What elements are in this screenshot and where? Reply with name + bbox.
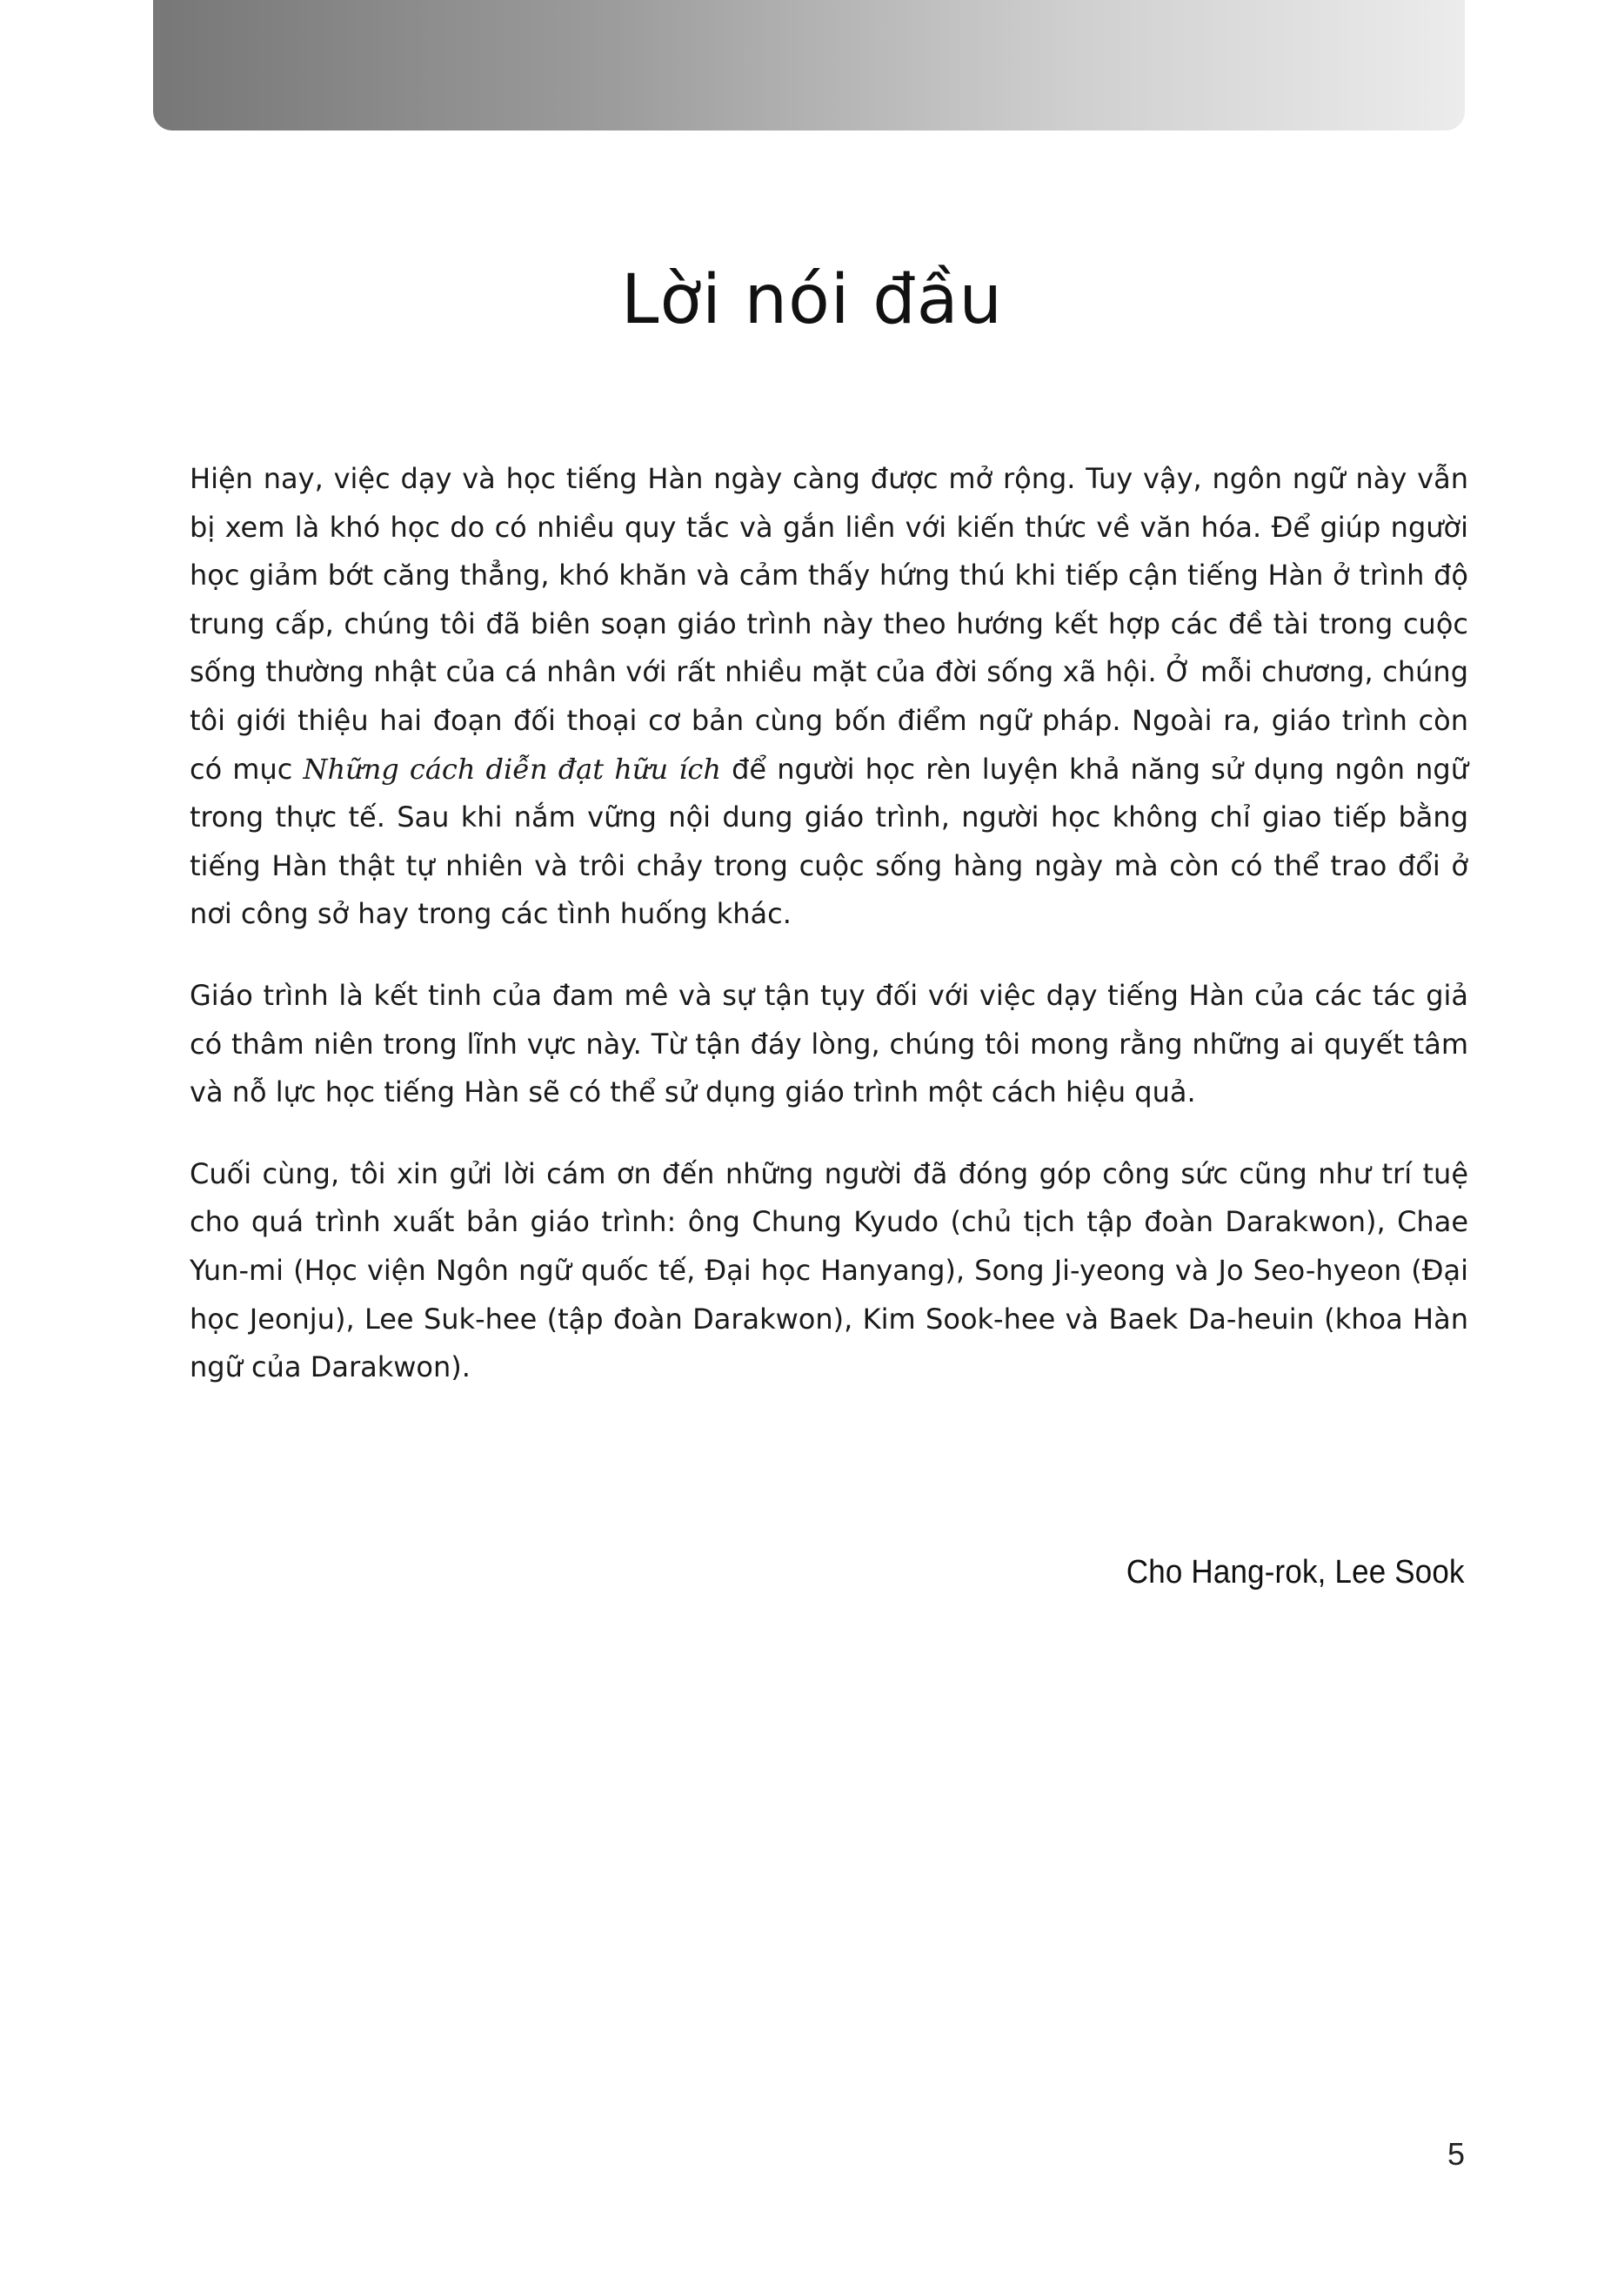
preface-body: [190, 455, 1468, 1425]
header-decorative-bar: [153, 0, 1465, 131]
page-title: Lời nói đầu: [620, 261, 1003, 339]
paragraph-1: [190, 455, 1468, 939]
author-signature: Cho Hang-rok, Lee Sook: [1126, 1554, 1465, 1591]
paragraph-1-italic-phrase: Những cách diễn đạt hữu ích: [303, 752, 721, 786]
paragraph-3: Cuối cùng, tôi xin gửi lời cám ơn đến những người đã đóng góp công sức cũng như trí tuệ cho quá trình xuất bản giáo trình: ông Chung Kyudo (chủ tịch tập đoàn Darakwon), Chae Yun-mi (Học viện Ngôn ngữ quốc tế, Đại học Hanyang), Song Ji-yeong và Jo Seo-hyeon (Đại học Jeonju), Lee Suk-hee (tập đoàn Darakwon), Kim Sook-hee và Baek Da-heuin (khoa Hàn ngữ của Darakwon).: [190, 1156, 1468, 1384]
paragraph-2: Giáo trình là kết tinh của đam mê và sự tận tụy đối với việc dạy tiếng Hàn của các tác giả có thâm niên trong lĩnh vực này. Từ tận đáy lòng, chúng tôi mong rằng những ai quyết tâm và nỗ lực học tiếng Hàn sẽ có thể sử dụng giáo trình một cách hiệu quả.: [190, 978, 1468, 1109]
paragraph-1-text-a: Hiện nay, việc dạy và học tiếng Hàn ngày càng được mở rộng. Tuy vậy, ngôn ngữ này vẫn bị xem là khó học do có nhiều quy tắc và gắn liền với kiến thức về văn hóa. Để giúp người học giảm bớt căng thẳng, khó khăn và cảm thấy hứng thú khi tiếp cận tiếng Hàn ở trình độ trung cấp, chúng tôi đã biên soạn giáo trình này theo hướng kết hợp các đề tài trong cuộc sống thường nhật của cá nhân với rất nhiều mặt của đời sống xã hội. Ở mỗi chương, chúng tôi giới thiệu hai đoạn đối thoại cơ bản cùng bốn điểm ngữ pháp. Ngoài ra, giáo trình còn có mục: [190, 462, 1468, 786]
paragraph-1-text-b: để người học rèn luyện khả năng sử dụng ngôn ngữ trong thực tế. Sau khi nắm vững nội dung giáo trình, người học không chỉ giao tiếp bằng tiếng Hàn thật tự nhiên và trôi chảy trong cuộc sống hàng ngày mà còn có thể trao đổi ở nơi công sở hay trong các tình huống khác.: [190, 752, 1469, 931]
page-number: 5: [1447, 2136, 1465, 2172]
